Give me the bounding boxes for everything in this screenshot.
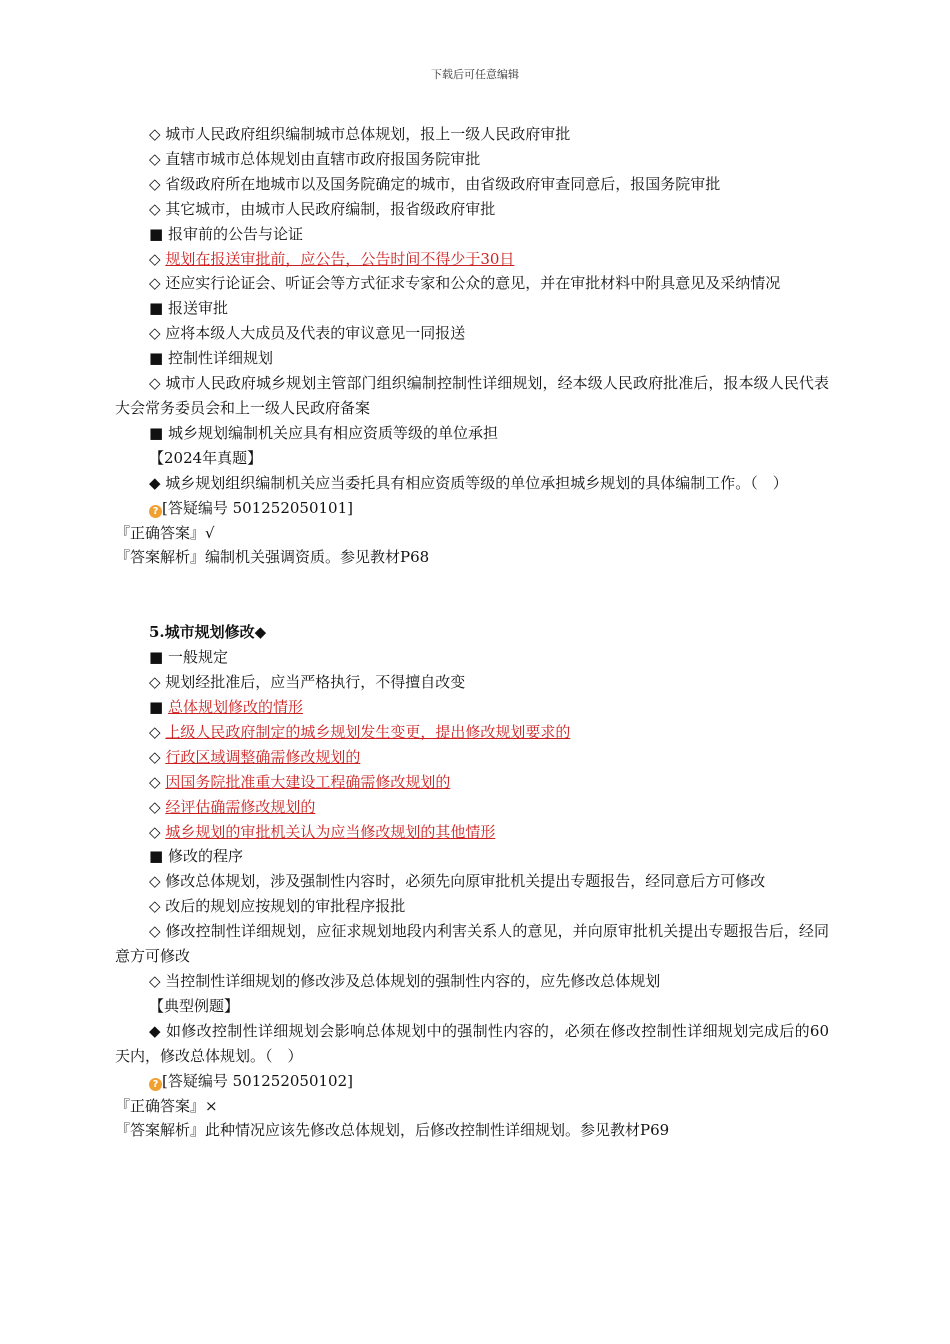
highlighted-text: 因国务院批准重大建设工程确需修改规划的: [165, 772, 451, 791]
highlighted-line: [115, 745, 829, 770]
section-title: 5.城市规划修改◆: [149, 623, 267, 642]
highlighted-text: 经评估确需修改规划的: [165, 797, 316, 816]
body-line: ◇ 省级政府所在地城市以及国务院确定的城市，由省级政府审查同意后，报国务院审批: [149, 174, 721, 193]
body-line: ■ 修改的程序: [149, 847, 243, 866]
highlighted-line: [115, 695, 829, 720]
question-text: ◆ 城乡规划组织编制机关应当委托具有相应资质等级的单位承担城乡规划的具体编制工作。（ ）: [149, 473, 788, 492]
bullet: ◇: [149, 772, 166, 791]
page-header: 下载后可任意编辑: [431, 68, 519, 81]
body-line: ■ 城乡规划编制机关应具有相应资质等级的单位承担: [149, 423, 498, 442]
highlighted-line: [115, 770, 829, 795]
highlighted-line: [115, 795, 829, 820]
highlighted-text: 城乡规划的审批机关认为应当修改规划的其他情形: [165, 822, 496, 841]
answer-analysis: 『答案解析』此种情况应该先修改总体规划，后修改控制性详细规划。参见教材P69: [115, 1121, 670, 1140]
highlighted-text: 规划在报送审批前，应公告，公告时间不得少于30日: [165, 249, 515, 268]
body-line: ◇ 城市人民政府组织编制城市总体规划，报上一级人民政府审批: [149, 125, 571, 143]
qa-id: [答疑编号 501252050102]: [162, 1071, 353, 1090]
answer-analysis: 『答案解析』编制机关强调资质。参见教材P68: [115, 548, 430, 567]
highlighted-line: [115, 720, 829, 745]
correct-answer: 『正确答案』√: [115, 523, 215, 542]
body-line: ◇ 直辖市城市总体规划由直辖市政府报国务院审批: [149, 149, 481, 168]
body-paragraph: ◇ 修改控制性详细规划，应征求规划地段内利害关系人的意见，并向原审批机关提出专题报告后，经同意方可修改: [115, 922, 829, 966]
exam-label: 【2024年真题】: [149, 448, 263, 467]
bullet: ◇: [149, 822, 166, 841]
highlighted-text: 总体规划修改的情形: [167, 698, 303, 717]
document-body: [115, 122, 829, 1143]
question-icon[interactable]: ?: [149, 505, 162, 518]
highlighted-text: 上级人民政府制定的城乡规划发生变更，提出修改规划要求的: [165, 722, 571, 741]
qa-id-line: [115, 496, 829, 521]
bullet: ◇: [149, 722, 166, 741]
section-gap: [115, 570, 829, 620]
bullet: ◇: [149, 797, 166, 816]
body-line: ◇ 改后的规划应按规划的审批程序报批: [149, 897, 406, 916]
body-paragraph: ◇ 城市人民政府城乡规划主管部门组织编制控制性详细规划，经本级人民政府批准后，报本级人民代表大会常务委员会和上一级人民政府备案: [115, 374, 829, 417]
body-line: ■ 报审前的公告与论证: [149, 224, 303, 243]
bullet: ◇: [149, 249, 166, 268]
bullet: ■: [149, 698, 168, 717]
bullet: ◇: [149, 747, 166, 766]
qa-id-line: [115, 1069, 829, 1094]
body-line: ■ 控制性详细规划: [149, 349, 273, 368]
body-paragraph: ◇ 修改总体规划，涉及强制性内容时，必须先向原审批机关提出专题报告，经同意后方可修改: [149, 872, 766, 891]
body-line: ■ 报送审批: [149, 299, 228, 318]
highlighted-text: 行政区域调整确需修改规划的: [165, 747, 361, 766]
body-line: ◇ 应将本级人大成员及代表的审议意见一同报送: [149, 324, 466, 343]
correct-answer: 『正确答案』×: [115, 1096, 218, 1115]
body-line: ■ 一般规定: [149, 648, 228, 667]
body-line: ◇ 其它城市，由城市人民政府编制，报省级政府审批: [149, 199, 496, 218]
highlighted-line: [115, 247, 829, 272]
highlighted-line: [115, 820, 829, 845]
qa-id: [答疑编号 501252050101]: [162, 498, 353, 517]
body-paragraph: ◇ 还应实行论证会、听证会等方式征求专家和公众的意见，并在审批材料中附具意见及采纳情况: [149, 274, 781, 293]
example-label: 【典型例题】: [149, 996, 240, 1015]
body-line: ◇ 规划经批准后，应当严格执行，不得擅自改变: [149, 673, 466, 692]
question-icon[interactable]: ?: [149, 1078, 162, 1091]
question-text: ◆ 如修改控制性详细规划会影响总体规划中的强制性内容的，必须在修改控制性详细规划完成后的60天内，修改总体规划。（ ）: [115, 1021, 829, 1065]
body-line: ◇ 当控制性详细规划的修改涉及总体规划的强制性内容的，应先修改总体规划: [149, 972, 661, 990]
